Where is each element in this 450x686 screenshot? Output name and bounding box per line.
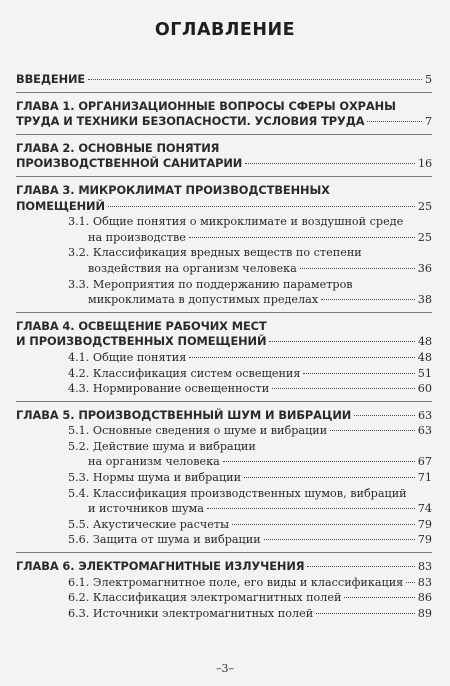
- toc-page-number: 86: [417, 591, 432, 605]
- dot-leader: [354, 415, 415, 416]
- toc-page-number: 79: [417, 517, 432, 531]
- toc-chapter-line: [16, 559, 432, 575]
- toc-section-line: [16, 575, 432, 591]
- toc-page-number: 25: [417, 199, 432, 213]
- toc-section-line: [16, 350, 432, 366]
- toc-page-number: 71: [417, 471, 432, 485]
- dot-leader: [245, 163, 415, 164]
- toc-entry-text: 4.1. Общие понятия: [68, 350, 187, 364]
- toc-chapter-line: [16, 199, 432, 215]
- toc-entry-text: 3.1. Общие понятия о микроклимате и воздушной среде: [68, 215, 404, 229]
- toc-section-line: [16, 277, 432, 293]
- toc-page-number: 79: [417, 533, 432, 547]
- toc-chapter-line: [16, 319, 432, 335]
- section-divider: [16, 176, 432, 177]
- toc-page-number: 63: [417, 408, 432, 422]
- toc-section-line: [16, 606, 432, 622]
- toc-page-number: 7: [424, 115, 432, 129]
- toc-entry-text: 3.2. Классификация вредных веществ по степени: [68, 246, 362, 260]
- toc-entry-text: 6.3. Источники электромагнитных полей: [68, 606, 314, 620]
- dot-leader: [189, 237, 415, 238]
- toc-page-number: 63: [417, 424, 432, 438]
- toc-chapter-line: [16, 99, 432, 115]
- toc-entry-text: ГЛАВА 2. ОСНОВНЫЕ ПОНЯТИЯ: [16, 140, 220, 155]
- dot-leader: [300, 268, 415, 269]
- toc-chapter-line: [16, 183, 432, 199]
- dot-leader: [244, 477, 415, 478]
- toc-section-line: [16, 517, 432, 533]
- toc-page-number: 38: [417, 293, 432, 307]
- toc-chapter-line: [16, 141, 432, 157]
- toc-entry-text: ГЛАВА 3. МИКРОКЛИМАТ ПРОИЗВОДСТВЕННЫХ: [16, 182, 330, 197]
- dot-leader: [232, 524, 415, 525]
- dot-leader: [269, 341, 415, 342]
- toc-entry-text: И ПРОИЗВОДСТВЕННЫХ ПОМЕЩЕНИЙ: [16, 334, 267, 349]
- toc-entry-text: ГЛАВА 6. ЭЛЕКТРОМАГНИТНЫЕ ИЗЛУЧЕНИЯ: [16, 559, 305, 574]
- toc-page-number: 25: [417, 230, 432, 244]
- toc-page-number: 89: [417, 606, 432, 620]
- toc-page-number: 48: [417, 335, 432, 349]
- toc-entry-text: 5.6. Защита от шума и вибрации: [68, 533, 261, 547]
- section-divider: [16, 552, 432, 553]
- toc-entry-text: 6.1. Электромагнитное поле, его виды и классификация: [68, 575, 404, 589]
- dot-leader: [307, 566, 415, 567]
- toc-section-line: [16, 245, 432, 261]
- toc-entry-text: 3.3. Мероприятия по поддержанию параметров: [68, 277, 353, 291]
- toc-entry-text: 5.4. Классификация производственных шумов, вибраций: [68, 486, 407, 500]
- toc-entry-text: 5.3. Нормы шума и вибрации: [68, 471, 242, 485]
- section-divider: [16, 92, 432, 93]
- toc-entry-text: 5.2. Действие шума и вибрации: [68, 439, 256, 453]
- page-title: ОГЛАВЛЕНИЕ: [154, 20, 296, 40]
- toc-section-line: [16, 381, 432, 397]
- dot-leader: [330, 430, 415, 431]
- toc-chapter-line: [16, 72, 432, 88]
- toc-entry-text: воздействия на организм человека: [88, 261, 297, 275]
- dot-leader: [316, 613, 415, 614]
- dot-leader: [344, 597, 414, 598]
- dot-leader: [264, 539, 415, 540]
- toc-entry-text: ВВЕДЕНИЕ: [16, 72, 86, 86]
- toc-page-number: 5: [424, 73, 432, 86]
- toc-page-number: 48: [417, 350, 432, 364]
- toc-section-line: [16, 454, 432, 470]
- dot-leader: [406, 582, 415, 583]
- toc-entry-text: ПОМЕЩЕНИЙ: [16, 198, 105, 213]
- toc-entry-text: 4.2. Классификация систем освещения: [68, 366, 301, 380]
- toc-entry-text: ТРУДА И ТЕХНИКИ БЕЗОПАСНОСТИ. УСЛОВИЯ ТРУДА: [16, 114, 365, 129]
- dot-leader: [321, 299, 415, 300]
- section-divider: [16, 401, 432, 402]
- toc-section-line: [16, 261, 432, 277]
- dot-leader: [108, 206, 415, 207]
- page-number-footer: –3–: [216, 662, 234, 675]
- toc-section-line: [16, 292, 432, 308]
- toc-page-number: 36: [417, 261, 432, 275]
- toc-section-line: [16, 501, 432, 517]
- toc-entry-text: ГЛАВА 4. ОСВЕЩЕНИЕ РАБОЧИХ МЕСТ: [16, 318, 267, 333]
- dot-leader: [223, 461, 415, 462]
- toc-section-line: [16, 486, 432, 502]
- dot-leader: [189, 357, 414, 358]
- toc-section-line: [16, 590, 432, 606]
- toc-entry-text: на производстве: [88, 230, 186, 244]
- toc-page-number: 60: [417, 382, 432, 396]
- toc-entry-text: на организм человека: [88, 455, 220, 469]
- toc-section-line: [16, 230, 432, 246]
- toc-entry-text: 5.5. Акустические расчеты: [68, 517, 229, 531]
- toc-entry-text: ПРОИЗВОДСТВЕННОЙ САНИТАРИИ: [16, 156, 243, 171]
- toc-page-number: 16: [417, 157, 432, 171]
- toc-entry-text: ГЛАВА 1. ОРГАНИЗАЦИОННЫЕ ВОПРОСЫ СФЕРЫ ОХРАНЫ: [16, 98, 396, 113]
- toc-chapter-line: [16, 334, 432, 350]
- toc-chapter-line: [16, 408, 432, 424]
- dot-leader: [303, 373, 414, 374]
- toc-section-line: [16, 532, 432, 548]
- dot-leader: [207, 508, 415, 509]
- dot-leader: [272, 388, 415, 389]
- toc-page-number: 83: [417, 560, 432, 574]
- toc-page-number: 51: [417, 366, 432, 380]
- toc-section-line: [16, 214, 432, 230]
- toc-section-line: [16, 423, 432, 439]
- toc-entry-text: ГЛАВА 5. ПРОИЗВОДСТВЕННЫЙ ШУМ И ВИБРАЦИИ: [16, 407, 352, 422]
- section-divider: [16, 134, 432, 135]
- toc-entry-text: 6.2. Классификация электромагнитных полей: [68, 591, 342, 605]
- toc-page-number: 83: [417, 575, 432, 589]
- toc-chapter-line: [16, 114, 432, 130]
- dot-leader: [88, 79, 422, 80]
- dot-leader: [367, 121, 422, 122]
- toc-page-number: 74: [417, 502, 432, 516]
- toc-section-line: [16, 470, 432, 486]
- toc-section-line: [16, 366, 432, 382]
- toc-entry-text: 5.1. Основные сведения о шуме и вибрации: [68, 424, 328, 438]
- toc-entry-text: 4.3. Нормирование освещенности: [68, 382, 270, 396]
- toc-section-line: [16, 439, 432, 455]
- toc-chapter-line: [16, 156, 432, 172]
- toc-entry-text: микроклимата в допустимых пределах: [88, 293, 319, 307]
- table-of-contents: [16, 72, 432, 621]
- toc-entry-text: и источников шума: [88, 502, 204, 516]
- section-divider: [16, 312, 432, 313]
- toc-page-number: 67: [417, 455, 432, 469]
